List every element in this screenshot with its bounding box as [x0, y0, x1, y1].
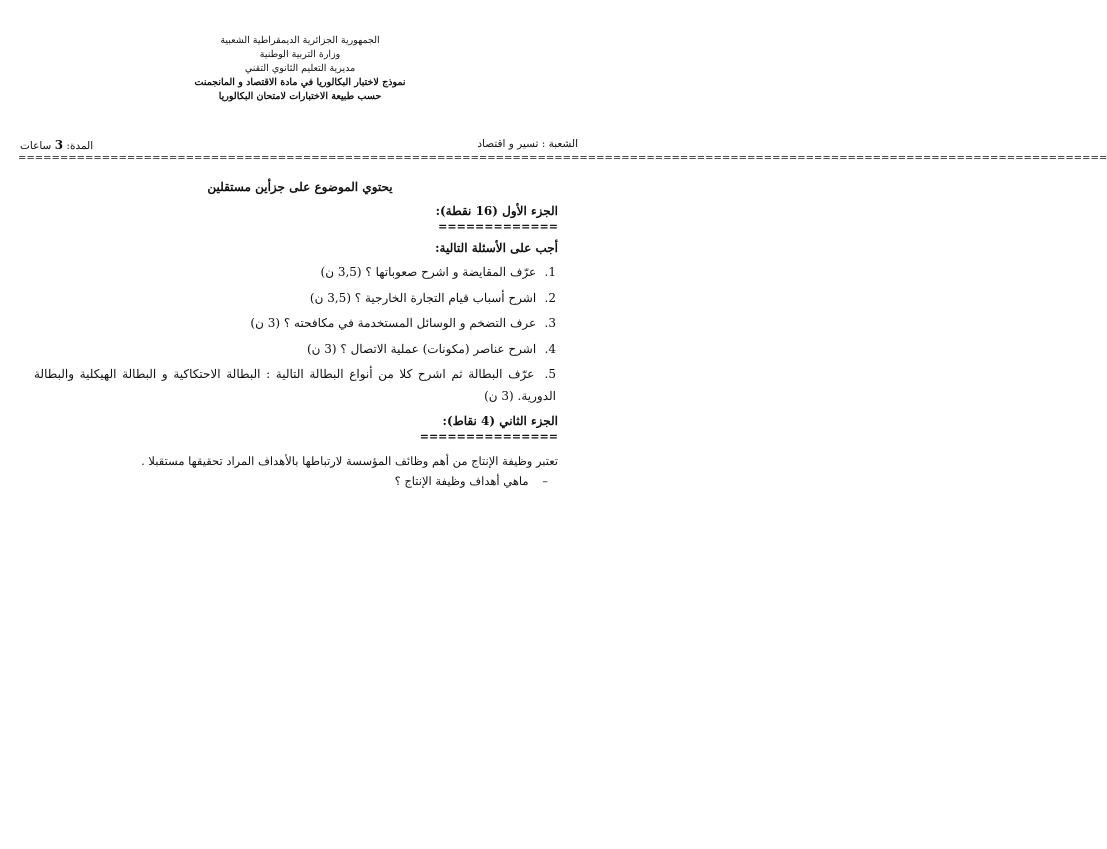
- question-4: [44, 338, 556, 360]
- part1-title: الجزء الأول (16 نقطة):: [435, 204, 558, 218]
- part1-underline: =============: [438, 220, 558, 233]
- question-number: 2.: [544, 291, 556, 305]
- part2-question: [20, 472, 548, 490]
- question-number: 5.: [544, 367, 556, 381]
- question-3: [44, 312, 556, 334]
- question-text: عرّف المقايضة و اشرح صعوباتها ؟ (3,5 ن): [320, 265, 537, 279]
- question-2: [44, 287, 556, 309]
- part2-underline: ===============: [419, 430, 558, 443]
- question-number: 3.: [544, 316, 556, 330]
- exam-meta: [20, 138, 578, 152]
- dash-bullet: –: [542, 474, 548, 488]
- header-exam-model: نموذج لاختبار البكالوريا في مادة الاقتصاد و المانجمنت: [194, 77, 406, 88]
- question-text: عرف التضخم و الوسائل المستخدمة في مكافحته ؟ (3 ن): [250, 316, 537, 330]
- duration-label: المدة:: [66, 140, 94, 152]
- question-number: 1.: [544, 265, 556, 279]
- duration: [20, 138, 93, 152]
- header-exam-nature: حسب طبيعة الاختبارات لامتحان البكالوريا: [218, 91, 382, 102]
- part2-statement: تعتبر وظيفة الإنتاج من أهم وظائف المؤسسة لارتباطها بالأهداف المراد تحقيقها مستقبلا .: [141, 454, 558, 468]
- intro-text: يحتوي الموضوع على جزأين مستقلين: [207, 180, 393, 194]
- question-text: اشرح أسباب قيام التجارة الخارجية ؟ (3,5 ن): [309, 291, 537, 305]
- branch-label: الشعبة : تسير و اقتصاد: [477, 138, 578, 150]
- header-directorate: مديرية التعليم الثانوي التقني: [244, 63, 356, 74]
- part1-instruction: أجب على الأسئلة التالية:: [435, 241, 558, 255]
- part2-question-text: ماهي أهداف وظيفة الإنتاج ؟: [394, 474, 529, 488]
- duration-value: 3: [54, 138, 64, 152]
- separator-rule: ==================================================================================================================================: [18, 153, 1107, 164]
- duration-unit: ساعات: [20, 140, 52, 152]
- header-republic: الجمهورية الجزائرية الديمقراطية الشعبية: [220, 35, 380, 46]
- question-5: [34, 363, 556, 407]
- question-text: عرّف البطالة ثم اشرح كلا من أنواع البطالة التالية : البطالة الاحتكاكية و البطالة الهيكلية والبطالة الدورية. (3 ن): [34, 367, 556, 403]
- document-header: [0, 34, 600, 104]
- question-text: اشرح عناصر (مكونات) عملية الاتصال ؟ (3 ن): [306, 342, 537, 356]
- header-ministry: وزارة التربية الوطنية: [259, 49, 341, 60]
- question-number: 4.: [544, 342, 556, 356]
- part2-title: الجزء الثاني (4 نقاط):: [442, 414, 558, 428]
- question-1: [44, 261, 556, 283]
